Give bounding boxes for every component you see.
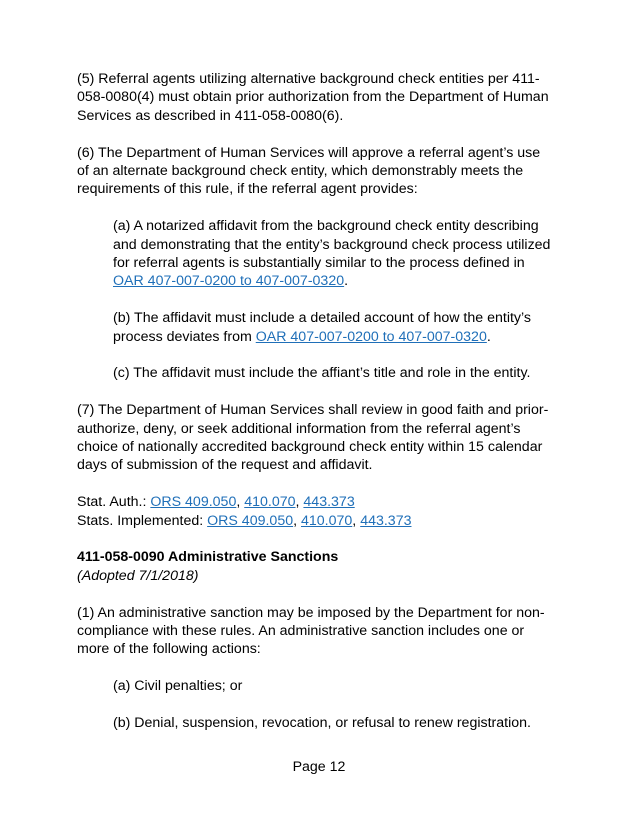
- ors-409-050-link[interactable]: ORS 409.050: [207, 512, 294, 529]
- paragraph-line: (a) A notarized affidavit from the background check entity describing: [113, 218, 539, 235]
- ors-409-050-link[interactable]: ORS 409.050: [150, 494, 237, 511]
- paragraph-line: choice of nationally accredited background check entity within 15 calendar: [77, 439, 543, 456]
- paragraph-line: more of the following actions:: [77, 641, 261, 658]
- paragraph-line: (6) The Department of Human Services will approve a referral agent’s use: [77, 144, 541, 161]
- line-prefix: process deviates from: [113, 328, 256, 345]
- paragraph-line: and demonstrating that the entity’s background check process utilized: [113, 236, 551, 253]
- paragraph-line: (1) An administrative sanction may be imposed by the Department for non-: [77, 604, 545, 621]
- separator: ,: [236, 494, 245, 511]
- document-page: [77, 70, 577, 732]
- ors-443-373-link[interactable]: 443.373: [303, 494, 355, 511]
- paragraph-line: for referral agents is substantially similar to the process defined in: [113, 255, 525, 272]
- paragraph-line: compliance with these rules. An administrative sanction includes one or: [77, 623, 525, 640]
- paragraph-line: days of submission of the request and affidavit.: [77, 457, 373, 474]
- paragraph-line: [113, 328, 577, 346]
- paragraph-line: (b) Denial, suspension, revocation, or refusal to renew registration.: [113, 715, 531, 732]
- paragraph-line: Services as described in 411-058-0080(6).: [77, 107, 344, 124]
- item-b: [113, 309, 577, 346]
- paragraph-7: [77, 401, 577, 475]
- separator: ,: [352, 512, 361, 529]
- oar-link[interactable]: OAR 407-007-0200 to 407-007-0320: [255, 328, 487, 345]
- sanction-b: [113, 714, 577, 732]
- paragraph-line: requirements of this rule, if the referral agent provides:: [77, 181, 418, 198]
- paragraph-6: [77, 144, 577, 199]
- punctuation: .: [486, 328, 491, 345]
- page-number: Page 12: [292, 759, 346, 775]
- stat-auth-label: Stat. Auth.:: [77, 494, 151, 511]
- paragraph-5: [77, 70, 577, 125]
- stats-implemented-line: [77, 512, 577, 530]
- paragraph-line: of an alternate background check entity, which demonstrably meets the: [77, 163, 524, 180]
- paragraph-line: (c) The affidavit must include the affiant’s title and role in the entity.: [113, 365, 531, 382]
- paragraph-line: (5) Referral agents utilizing alternative background check entities per 411-: [77, 71, 540, 87]
- paragraph-line: (7) The Department of Human Services shall review in good faith and prior-: [77, 402, 549, 419]
- ors-410-070-link[interactable]: 410.070: [244, 494, 296, 511]
- oar-link[interactable]: OAR 407-007-0200 to 407-007-0320: [113, 273, 345, 290]
- sanction-a: [113, 677, 577, 695]
- paragraph-line: authorize, deny, or seek additional information from the referral agent’s: [77, 420, 521, 437]
- paragraph-line: (b) The affidavit must include a detailed account of how the entity’s: [113, 310, 531, 327]
- punctuation: .: [344, 273, 349, 290]
- section-header: [77, 548, 577, 585]
- statutory-references: [77, 493, 577, 530]
- paragraph-line: (a) Civil penalties; or: [113, 678, 243, 695]
- paragraph-1: [77, 604, 577, 659]
- stats-implemented-label: Stats. Implemented:: [77, 512, 208, 529]
- section-heading: 411-058-0090 Administrative Sanctions: [77, 549, 339, 566]
- separator: ,: [295, 494, 304, 511]
- adopted-date: (Adopted 7/1/2018): [77, 567, 199, 584]
- item-a: [113, 217, 577, 291]
- ors-443-373-link[interactable]: 443.373: [360, 512, 412, 529]
- paragraph-line: [113, 272, 577, 290]
- separator: ,: [293, 512, 301, 529]
- paragraph-line: 058-0080(4) must obtain prior authorization from the Department of Human: [77, 89, 549, 106]
- stat-auth-line: [77, 493, 577, 511]
- ors-410-070-link[interactable]: 410.070: [301, 512, 353, 529]
- item-c: [113, 364, 577, 382]
